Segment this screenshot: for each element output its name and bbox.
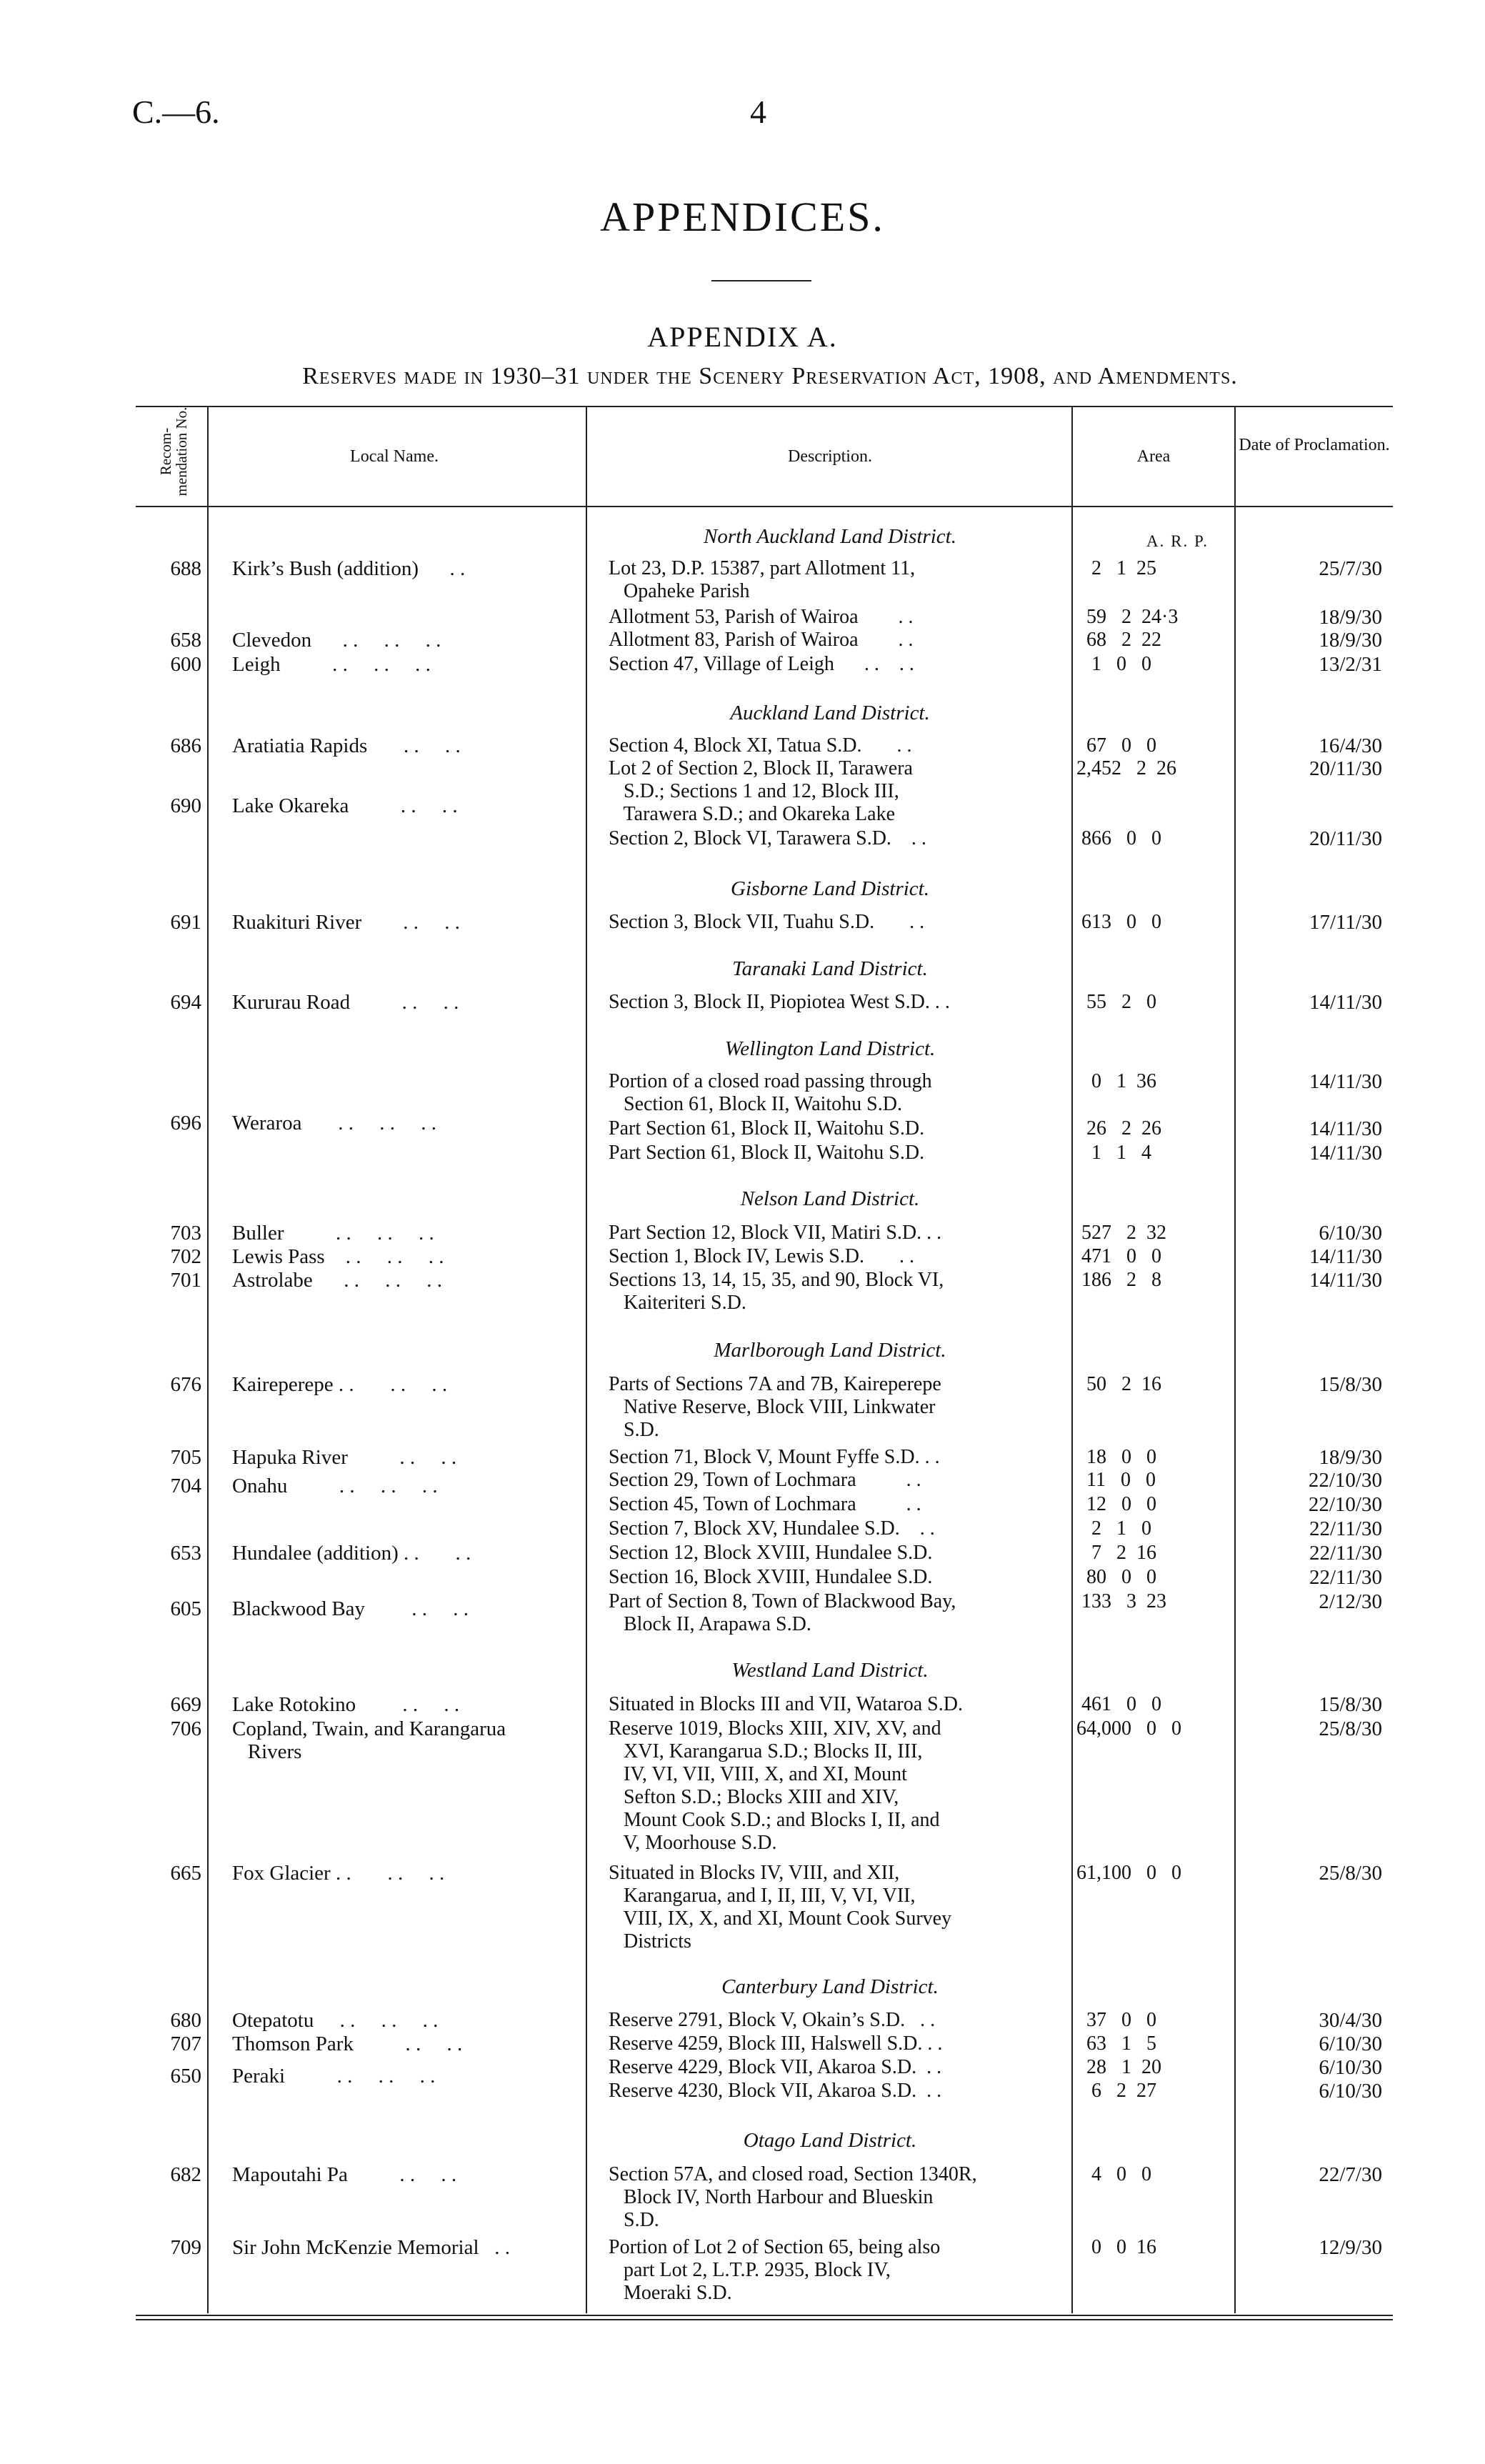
area-value: 61,100 0 0: [1076, 1862, 1181, 1884]
area-value: 28 1 20: [1076, 2056, 1161, 2078]
proclamation-date: 6/10/30: [1319, 2056, 1382, 2079]
local-name: Weraroa . . . . . .: [232, 1112, 436, 1134]
recommendation-number: 703: [170, 1222, 201, 1245]
proclamation-date: 22/11/30: [1309, 1517, 1382, 1540]
proclamation-date: 18/9/30: [1319, 606, 1382, 629]
local-name: Sir John McKenzie Memorial . .: [232, 2236, 511, 2259]
area-value: 50 2 16: [1076, 1373, 1161, 1395]
area-value: 7 2 16: [1076, 1542, 1156, 1564]
proclamation-date: 22/11/30: [1309, 1542, 1382, 1565]
area-value: 186 2 8: [1076, 1269, 1161, 1291]
description: Situated in Blocks III and VII, Wataroa S.D.: [609, 1693, 963, 1715]
proclamation-date: 18/9/30: [1319, 1446, 1382, 1469]
proclamation-date: 15/8/30: [1319, 1693, 1382, 1716]
recommendation-number: 707: [170, 2032, 201, 2055]
description: Section 47, Village of Leigh . . . .: [609, 653, 914, 675]
local-name: Hapuka River . . . .: [232, 1446, 457, 1469]
description: Section 1, Block IV, Lewis S.D. . .: [609, 1245, 915, 1267]
proclamation-date: 6/10/30: [1319, 2080, 1382, 2103]
recommendation-number: 705: [170, 1446, 201, 1469]
district-heading: Westland Land District.: [731, 1659, 929, 1682]
proclamation-date: 22/10/30: [1308, 1493, 1382, 1516]
local-name: Clevedon . . . . . .: [232, 629, 441, 652]
description: Reserve 4259, Block III, Halswell S.D. . .: [609, 2032, 943, 2055]
area-value: 6 2 27: [1076, 2080, 1156, 2102]
page-number: 4: [750, 94, 766, 130]
recommendation-number: 680: [170, 2009, 201, 2032]
description: Sections 13, 14, 15, 35, and 90, Block VI, Kaiteriteri S.D.: [609, 1269, 944, 1314]
description: Section 45, Town of Lochmara . .: [609, 1493, 921, 1515]
local-name: Lake Okareka . . . .: [232, 794, 458, 817]
local-name: Otepatotu . . . . . .: [232, 2009, 439, 2032]
description: Section 57A, and closed road, Section 1340R, Block IV, North Harbour and Blueskin S.D.: [609, 2163, 977, 2231]
local-name: Lake Rotokino . . . .: [232, 1693, 460, 1716]
appendix-heading: APPENDIX A.: [647, 321, 838, 353]
recommendation-number: 669: [170, 1693, 201, 1716]
district-heading: North Auckland Land District.: [704, 525, 956, 548]
description: Situated in Blocks IV, VIII, and XII, Karangarua, and I, II, III, V, VI, VII, VIII, IX, X, and XI, Mount Cook Survey Districts: [609, 1862, 952, 1952]
local-name: Hundalee (addition) . . . .: [232, 1542, 471, 1565]
proclamation-date: 13/2/31: [1319, 653, 1382, 676]
recommendation-number: 691: [170, 911, 201, 934]
document-code: C.—6.: [132, 94, 220, 130]
proclamation-date: 6/10/30: [1319, 1222, 1382, 1245]
table-subtitle: [141, 363, 1399, 390]
proclamation-date: 14/11/30: [1309, 1070, 1382, 1093]
proclamation-date: 15/8/30: [1319, 1373, 1382, 1396]
local-name: Copland, Twain, and Karangarua Rivers: [232, 1717, 506, 1763]
recommendation-number: 704: [170, 1475, 201, 1497]
proclamation-date: 14/11/30: [1309, 991, 1382, 1014]
proclamation-date: 6/10/30: [1319, 2032, 1382, 2055]
area-value: 37 0 0: [1076, 2009, 1156, 2031]
description: Lot 2 of Section 2, Block II, Tarawera S.D.; Sections 1 and 12, Block III, Tarawera S.D.; and Okareka Lake: [609, 757, 913, 825]
area-value: 67 0 0: [1076, 734, 1156, 757]
district-heading: Canterbury Land District.: [721, 1975, 939, 1998]
recommendation-number: 676: [170, 1373, 201, 1396]
local-name: Ruakituri River . . . .: [232, 911, 460, 934]
recommendation-number: 658: [170, 629, 201, 652]
local-name: Thomson Park . . . .: [232, 2032, 463, 2055]
recommendation-number: 600: [170, 653, 201, 676]
proclamation-date: 22/11/30: [1309, 1566, 1382, 1589]
area-value: 1 0 0: [1076, 653, 1151, 675]
column-header-date: Date of Proclamation.: [1239, 436, 1390, 454]
proclamation-date: 16/4/30: [1319, 734, 1382, 757]
description: Section 16, Block XVIII, Hundalee S.D.: [609, 1566, 933, 1588]
recommendation-number: 709: [170, 2236, 201, 2259]
district-heading: Auckland Land District.: [730, 702, 930, 724]
local-name: Lewis Pass . . . . . .: [232, 1245, 444, 1268]
proclamation-date: 2/12/30: [1319, 1590, 1382, 1613]
local-name: Fox Glacier . . . . . .: [232, 1862, 445, 1885]
column-header-local-name: Local Name.: [350, 447, 439, 466]
column-header-description: Description.: [788, 447, 872, 466]
recommendation-number: 694: [170, 991, 201, 1014]
proclamation-date: 14/11/30: [1309, 1117, 1382, 1140]
area-value: 461 0 0: [1076, 1693, 1161, 1715]
proclamation-date: 14/11/30: [1309, 1245, 1382, 1268]
district-heading: Wellington Land District.: [724, 1037, 936, 1060]
proclamation-date: 18/9/30: [1319, 629, 1382, 652]
proclamation-date: 14/11/30: [1309, 1142, 1382, 1164]
local-name: Aratiatia Rapids . . . .: [232, 734, 461, 757]
district-heading: Otago Land District.: [743, 2129, 917, 2152]
description: Part Section 61, Block II, Waitohu S.D.: [609, 1117, 925, 1139]
recommendation-number: 686: [170, 734, 201, 757]
description: Section 29, Town of Lochmara . .: [609, 1469, 921, 1491]
description: Parts of Sections 7A and 7B, Kaireperepe Native Reserve, Block VIII, Linkwater S.D.: [609, 1373, 941, 1441]
column-divider: [207, 407, 209, 2313]
area-value: 0 0 16: [1076, 2236, 1156, 2258]
area-value: 55 2 0: [1076, 991, 1156, 1013]
description: Section 7, Block XV, Hundalee S.D. . .: [609, 1517, 935, 1540]
area-value: 1 1 4: [1076, 1142, 1151, 1164]
description: Lot 23, D.P. 15387, part Allotment 11, Opaheke Parish: [609, 557, 916, 602]
subtitle-text: Reserves made in 1930–31 under the Scenery Preservation Act, 1908, and Amendments.: [302, 363, 1238, 389]
recommendation-number: 706: [170, 1717, 201, 1740]
description: Section 12, Block XVIII, Hundalee S.D.: [609, 1542, 933, 1564]
description: Part of Section 8, Town of Blackwood Bay, Block II, Arapawa S.D.: [609, 1590, 956, 1635]
local-name: Buller . . . . . .: [232, 1222, 434, 1245]
description: Portion of Lot 2 of Section 65, being also part Lot 2, L.T.P. 2935, Block IV, Moeraki S.D.: [609, 2236, 941, 2304]
title-divider: [711, 280, 811, 281]
local-name: Peraki . . . . . .: [232, 2065, 436, 2088]
description: Section 4, Block XI, Tatua S.D. . .: [609, 734, 912, 757]
description: Reserve 1019, Blocks XIII, XIV, XV, and XVI, Karangarua S.D.; Blocks II, III, IV, VI, VII, VIII, X, and XI, Mount Sefton S.D.; Blocks XIII and XIV, Mount Cook S.D.; and Blocks I, II, and V, Moorhouse S.D.: [609, 1717, 941, 1854]
area-value: 527 2 32: [1076, 1222, 1166, 1244]
proclamation-date: 22/10/30: [1308, 1469, 1382, 1492]
area-value: 2 1 25: [1076, 557, 1156, 579]
recommendation-number: 696: [170, 1112, 201, 1134]
area-value: 0 1 36: [1076, 1070, 1156, 1092]
district-heading: Nelson Land District.: [740, 1187, 920, 1210]
recommendation-number: 690: [170, 794, 201, 817]
description: Section 2, Block VI, Tarawera S.D. . .: [609, 827, 926, 849]
area-value: 64,000 0 0: [1076, 1717, 1181, 1740]
local-name: Kaireperepe . . . . . .: [232, 1373, 448, 1396]
area-value: 12 0 0: [1076, 1493, 1156, 1515]
recommendation-number: 702: [170, 1245, 201, 1268]
area-value: 68 2 22: [1076, 629, 1161, 651]
recommendation-number: 682: [170, 2163, 201, 2186]
local-name: Kururau Road . . . .: [232, 991, 459, 1014]
proclamation-date: 25/8/30: [1319, 1717, 1382, 1740]
proclamation-date: 25/7/30: [1319, 557, 1382, 580]
area-value: 613 0 0: [1076, 911, 1161, 933]
proclamation-date: 20/11/30: [1309, 757, 1382, 780]
recommendation-number: 653: [170, 1542, 201, 1565]
area-value: 80 0 0: [1076, 1566, 1156, 1588]
header-bottom-rule: [136, 506, 1393, 507]
district-heading: Taranaki Land District.: [732, 957, 928, 980]
area-value: 471 0 0: [1076, 1245, 1161, 1267]
description: Reserve 4230, Block VII, Akaroa S.D. . .: [609, 2080, 942, 2102]
area-value: 2 1 0: [1076, 1517, 1151, 1540]
table-bottom-rule-double: [136, 2319, 1393, 2320]
proclamation-date: 25/8/30: [1319, 1862, 1382, 1885]
description: Reserve 2791, Block V, Okain’s S.D. . .: [609, 2009, 936, 2031]
local-name: Leigh . . . . . .: [232, 653, 431, 676]
description: Reserve 4229, Block VII, Akaroa S.D. . .: [609, 2056, 942, 2078]
recommendation-number: 605: [170, 1597, 201, 1620]
area-value: 26 2 26: [1076, 1117, 1161, 1139]
proclamation-date: 17/11/30: [1309, 911, 1382, 934]
local-name: Blackwood Bay . . . .: [232, 1597, 469, 1620]
description: Allotment 83, Parish of Wairoa . .: [609, 629, 914, 651]
local-name: Kirk’s Bush (addition) . .: [232, 557, 466, 580]
local-name: Astrolabe . . . . . .: [232, 1269, 442, 1292]
description: Part Section 12, Block VII, Matiri S.D. . .: [609, 1222, 942, 1244]
area-value: 2,452 2 26: [1076, 757, 1176, 779]
local-name: Mapoutahi Pa . . . .: [232, 2163, 457, 2186]
column-header-recommendation: Recom-mendation No.: [157, 406, 190, 497]
area-value: 63 1 5: [1076, 2032, 1156, 2055]
area-value: 133 3 23: [1076, 1590, 1166, 1612]
area-units: A. R. P.: [1146, 532, 1209, 550]
recommendation-number: 665: [170, 1862, 201, 1885]
recommendation-number: 650: [170, 2065, 201, 2088]
description: Portion of a closed road passing through Section 61, Block II, Waitohu S.D.: [609, 1070, 932, 1115]
area-value: 11 0 0: [1076, 1469, 1156, 1491]
proclamation-date: 20/11/30: [1309, 827, 1382, 850]
area-value: 18 0 0: [1076, 1446, 1156, 1468]
description: Section 71, Block V, Mount Fyffe S.D. . .: [609, 1446, 940, 1468]
proclamation-date: 12/9/30: [1319, 2236, 1382, 2259]
area-value: 866 0 0: [1076, 827, 1161, 849]
table-top-rule: [136, 406, 1393, 407]
description: Allotment 53, Parish of Wairoa . .: [609, 606, 914, 628]
recommendation-number: 688: [170, 557, 201, 580]
area-value: 59 2 24·3: [1076, 606, 1179, 628]
area-value: 4 0 0: [1076, 2163, 1151, 2185]
table-bottom-rule: [136, 2315, 1393, 2316]
column-header-area: Area: [1136, 447, 1171, 466]
recommendation-number: 701: [170, 1269, 201, 1292]
description: Section 3, Block VII, Tuahu S.D. . .: [609, 911, 925, 933]
district-heading: Marlborough Land District.: [714, 1339, 946, 1362]
page-title: APPENDICES.: [600, 194, 885, 240]
district-heading: Gisborne Land District.: [731, 877, 929, 900]
local-name: Onahu . . . . . .: [232, 1475, 438, 1497]
description: Part Section 61, Block II, Waitohu S.D.: [609, 1142, 925, 1164]
proclamation-date: 14/11/30: [1309, 1269, 1382, 1292]
description: Section 3, Block II, Piopiotea West S.D. . .: [609, 991, 950, 1013]
proclamation-date: 22/7/30: [1319, 2163, 1382, 2186]
proclamation-date: 30/4/30: [1319, 2009, 1382, 2032]
